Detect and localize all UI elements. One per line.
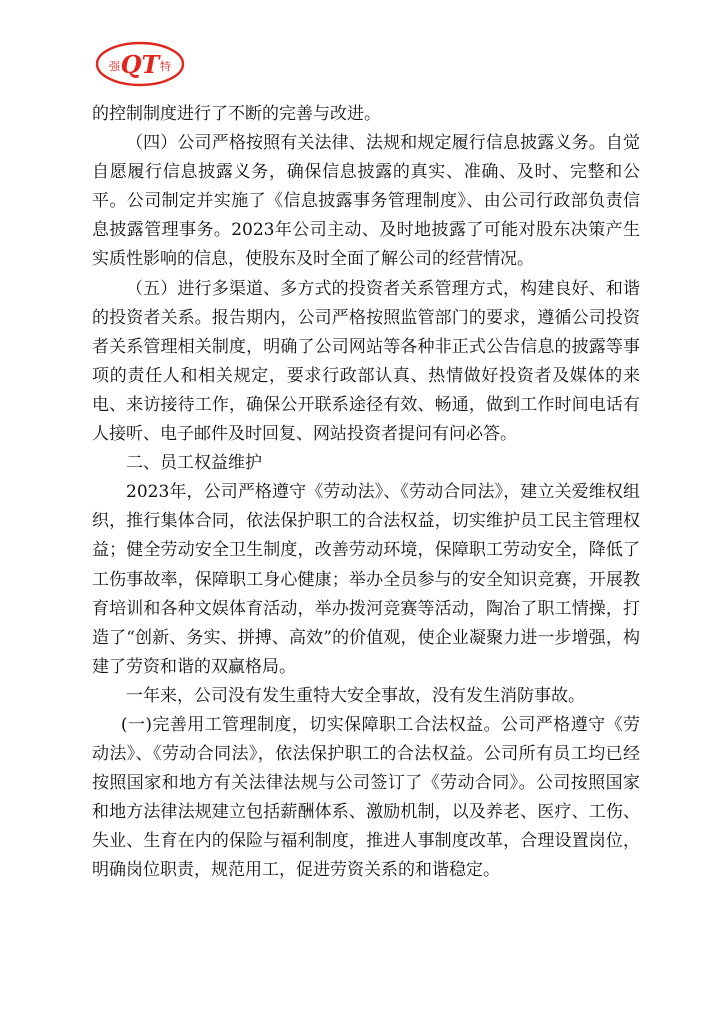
company-logo	[95, 40, 185, 88]
paragraph-continuation: 的控制制度进行了不断的完善与改进。	[92, 104, 381, 124]
paragraph-employment-management: (一)完善用工管理制度，切实保障职工合法权益。公司严格遵守《劳动法》、《劳动合同法》，依法保护职工的合法权益。公司所有员工均已经按照国家和地方有关法律法规与公司签订了《劳动合同》。公司按照国家和地方法律法规建立包括薪酬体系、激励机制，以及养老、医疗、工伤、失业、生育在内的保险与福利制度，推进人事制度改革，合理设置岗位，明确岗位职责，规范用工，促进劳资关系的和谐稳定。	[92, 714, 640, 881]
paragraph-safety: 一年来，公司没有发生重特大安全事故，没有发生消防事故。	[126, 685, 585, 706]
paragraph-disclosure: （四）公司严格按照有关法律、法规和规定履行信息披露义务。自觉自愿履行信息披露义务，确保信息披露的真实、准确、及时、完整和公平。公司制定并实施了《信息披露事务管理制度》、由公司行政部负责信息披露管理事务。2023年公司主动、及时地披露了可能对股东决策产生实质性影响的信息，使股东及时全面了解公司的经营情况。	[92, 133, 640, 270]
document-body	[92, 100, 640, 886]
logo-wordmark: QT	[120, 50, 160, 79]
section-heading-employee-rights: 二、员工权益维护	[126, 453, 262, 474]
logo-char-right: 特	[160, 60, 171, 73]
paragraph-employee-rights: 2023年，公司严格遵守《劳动法》、《劳动合同法》，建立关爱维权组织，推行集体合同，依法保护职工的合法权益，切实维护员工民主管理权益；健全劳动安全卫生制度，改善劳动环境，保障职工劳动安全，降低了工伤事故率，保障职工身心健康；举办全员参与的安全知识竞赛，开展教育培训和各种文娱体育活动，举办拨河竞赛等活动，陶冶了职工情操，打造了“创新、务实、拼搏、高效”的价值观，使企业凝聚力进一步增强，构建了劳资和谐的双赢格局。	[92, 482, 640, 677]
paragraph-investor-relations: （五）进行多渠道、多方式的投资者关系管理方式，构建良好、和谐的投资者关系。报告期内，公司严格按照监管部门的要求，遵循公司投资者关系管理相关制度，明确了公司网站等各种非正式公告信息的披露等事项的责任人和相关规定，要求行政部认真、热情做好投资者及媒体的来电、来访接待工作，确保公开联系途径有效、畅通，做到工作时间电话有人接听、电子邮件及时回复、网站投资者提问有问必答。	[92, 278, 640, 445]
logo-char-left: 强	[109, 60, 120, 73]
